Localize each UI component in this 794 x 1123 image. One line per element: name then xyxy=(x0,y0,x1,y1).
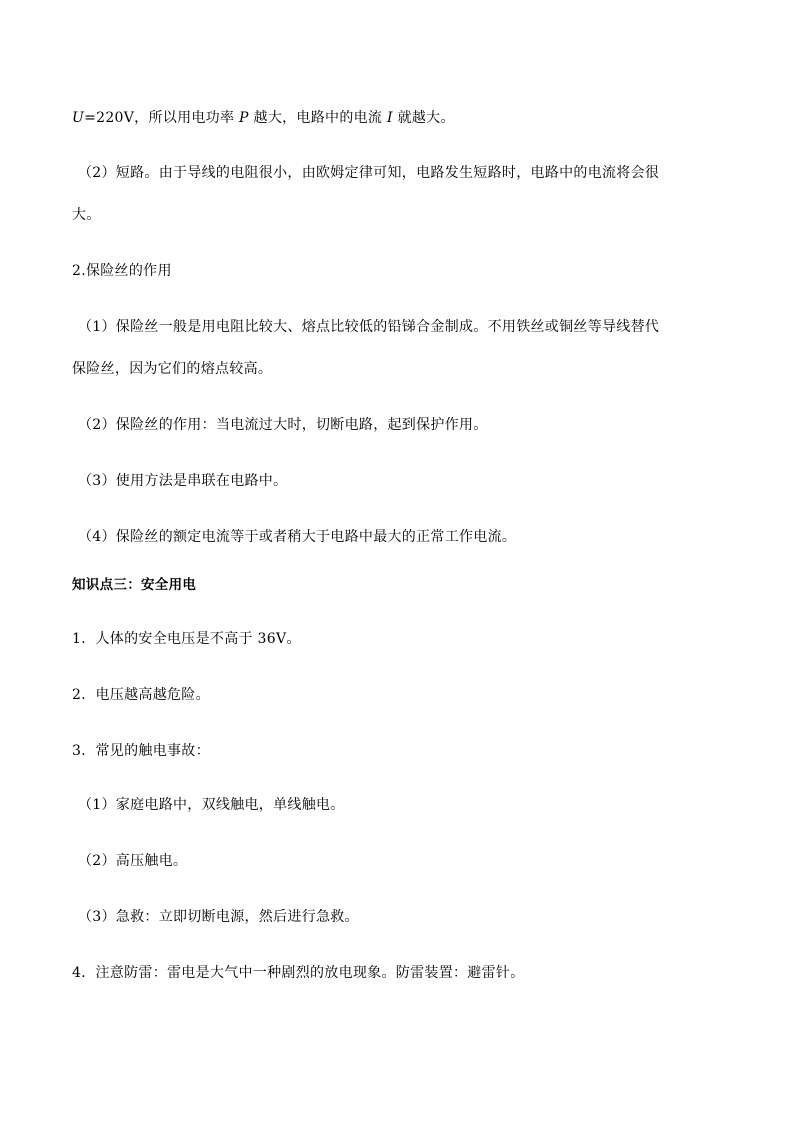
section-title-safety: 知识点三：安全用电 xyxy=(72,577,197,593)
shock-item-2: （2）高压触电。 xyxy=(78,853,188,869)
shock-item-3: （3）急救：立即切断电源，然后进行急救。 xyxy=(78,909,359,925)
text-segment: 越大，电路中的电流 xyxy=(248,110,387,126)
safety-item-1: 1．人体的安全电压是不高于 36V。 xyxy=(72,631,301,647)
shock-item-1: （1）家庭电路中，双线触电，单线触电。 xyxy=(78,797,345,813)
safety-item-3: 3．常见的触电事故： xyxy=(72,743,210,759)
safety-item-4: 4．注意防雷：雷电是大气中一种剧烈的放电现象。防雷装置：避雷针。 xyxy=(72,965,525,981)
text-segment: 就越大。 xyxy=(392,110,455,126)
fuse-item-1-line2: 保险丝，因为它们的熔点较高。 xyxy=(72,361,273,377)
safety-item-2: 2．电压越高越危险。 xyxy=(72,687,210,703)
paragraph-short-circuit-line2: 大。 xyxy=(72,207,101,223)
paragraph-short-circuit-line1: （2）短路。由于导线的电阻很小，由欧姆定律可知，电路发生短路时，电路中的电流将会很 xyxy=(78,165,660,181)
section-title-fuse: 2.保险丝的作用 xyxy=(72,263,172,279)
symbol-u: U xyxy=(72,110,85,126)
fuse-item-2: （2）保险丝的作用：当电流过大时，切断电路，起到保护作用。 xyxy=(78,417,488,433)
symbol-i: I xyxy=(386,110,393,126)
symbol-p: P xyxy=(239,110,249,126)
fuse-item-3: （3）使用方法是串联在电路中。 xyxy=(78,473,288,489)
fuse-item-4: （4）保险丝的额定电流等于或者稍大于电路中最大的正常工作电流。 xyxy=(78,529,517,545)
paragraph-power-current xyxy=(72,108,455,128)
fuse-item-1-line1: （1）保险丝一般是用电阻比较大、熔点比较低的铅锑合金制成。不用铁丝或铜丝等导线替代 xyxy=(78,319,660,335)
text-segment: =220V，所以用电功率 xyxy=(84,110,240,126)
